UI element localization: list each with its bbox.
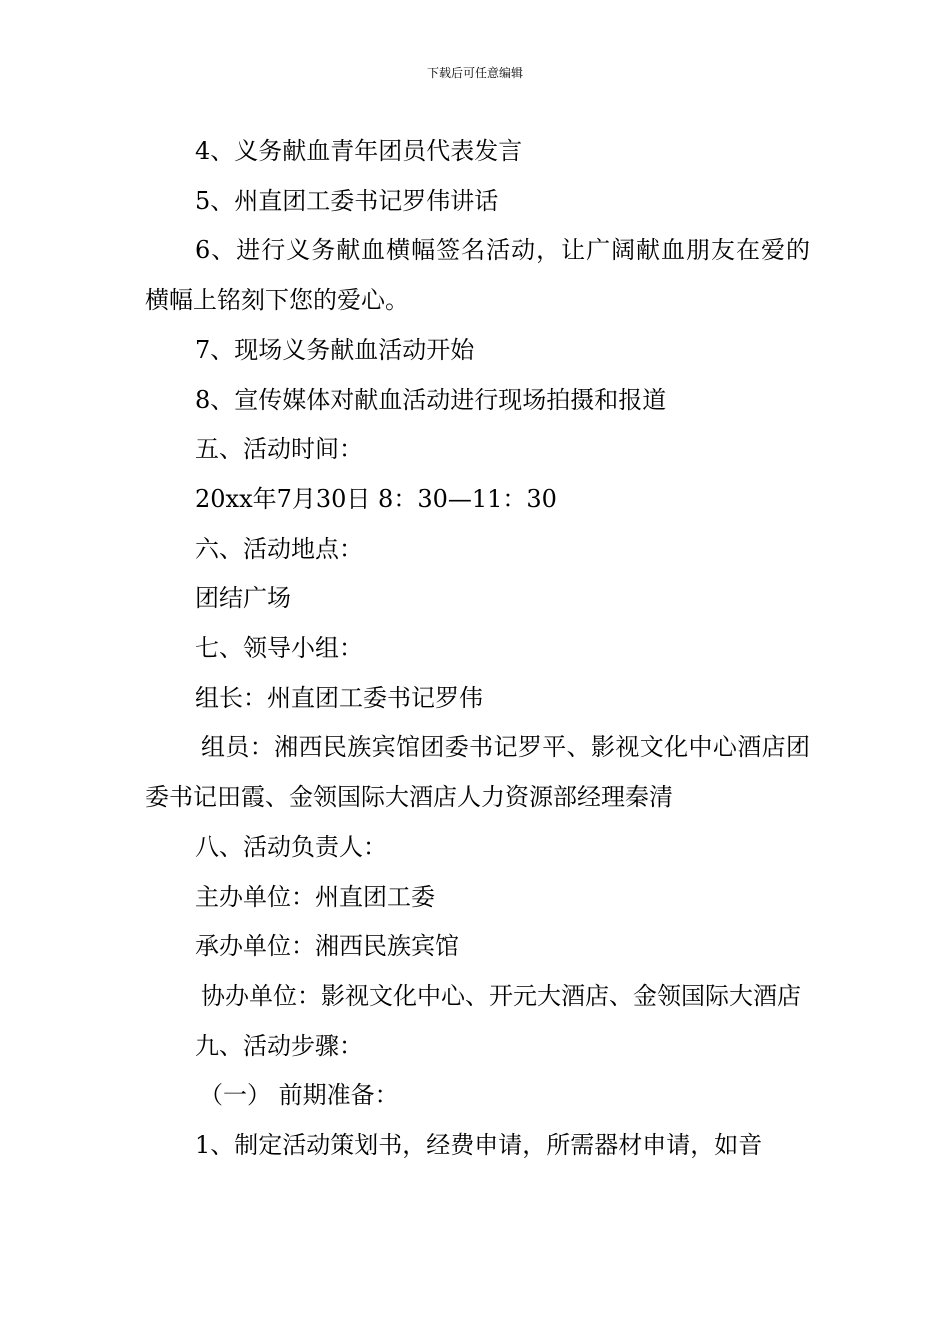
section-heading: 六、活动地点： [195, 534, 363, 563]
document-body [145, 127, 810, 1171]
paragraph: 承办单位：湘西民族宾馆 [195, 932, 459, 961]
section-heading: 五、活动时间： [195, 435, 363, 464]
paragraph: 20xx年7月30日 8：30—11：30 [195, 484, 557, 513]
paragraph: 6、进行义务献血横幅签名活动，让广阔献血朋友在爱的横幅上铭刻下您的爱心。 [145, 236, 810, 315]
paragraph: 主办单位：州直团工委 [195, 882, 435, 911]
paragraph: 1、制定活动策划书，经费申请，所需器材申请，如音 [195, 1131, 763, 1160]
section-heading: 九、活动步骤： [195, 1031, 363, 1060]
page-header-note: 下载后可任意编辑 [426, 66, 523, 80]
paragraph: 组长：州直团工委书记罗伟 [195, 683, 483, 712]
paragraph: 4、义务献血青年团员代表发言 [195, 137, 523, 165]
section-heading: 七、领导小组： [195, 634, 363, 663]
paragraph: 7、现场义务献血活动开始 [195, 335, 475, 364]
paragraph: 5、州直团工委书记罗伟讲话 [195, 186, 499, 215]
paragraph: 组员：湘西民族宾馆团委书记罗平、影视文化中心酒店团委书记田霞、金领国际大酒店人力资源部经理秦清 [145, 733, 810, 812]
section-heading: 八、活动负责人： [195, 832, 387, 861]
paragraph: 团结广场 [195, 584, 291, 613]
paragraph: 协办单位：影视文化中心、开元大酒店、金领国际大酒店 [201, 981, 801, 1010]
subsection-heading: （一） 前期准备： [199, 1081, 399, 1110]
paragraph: 8、宣传媒体对献血活动进行现场拍摄和报道 [195, 385, 667, 414]
